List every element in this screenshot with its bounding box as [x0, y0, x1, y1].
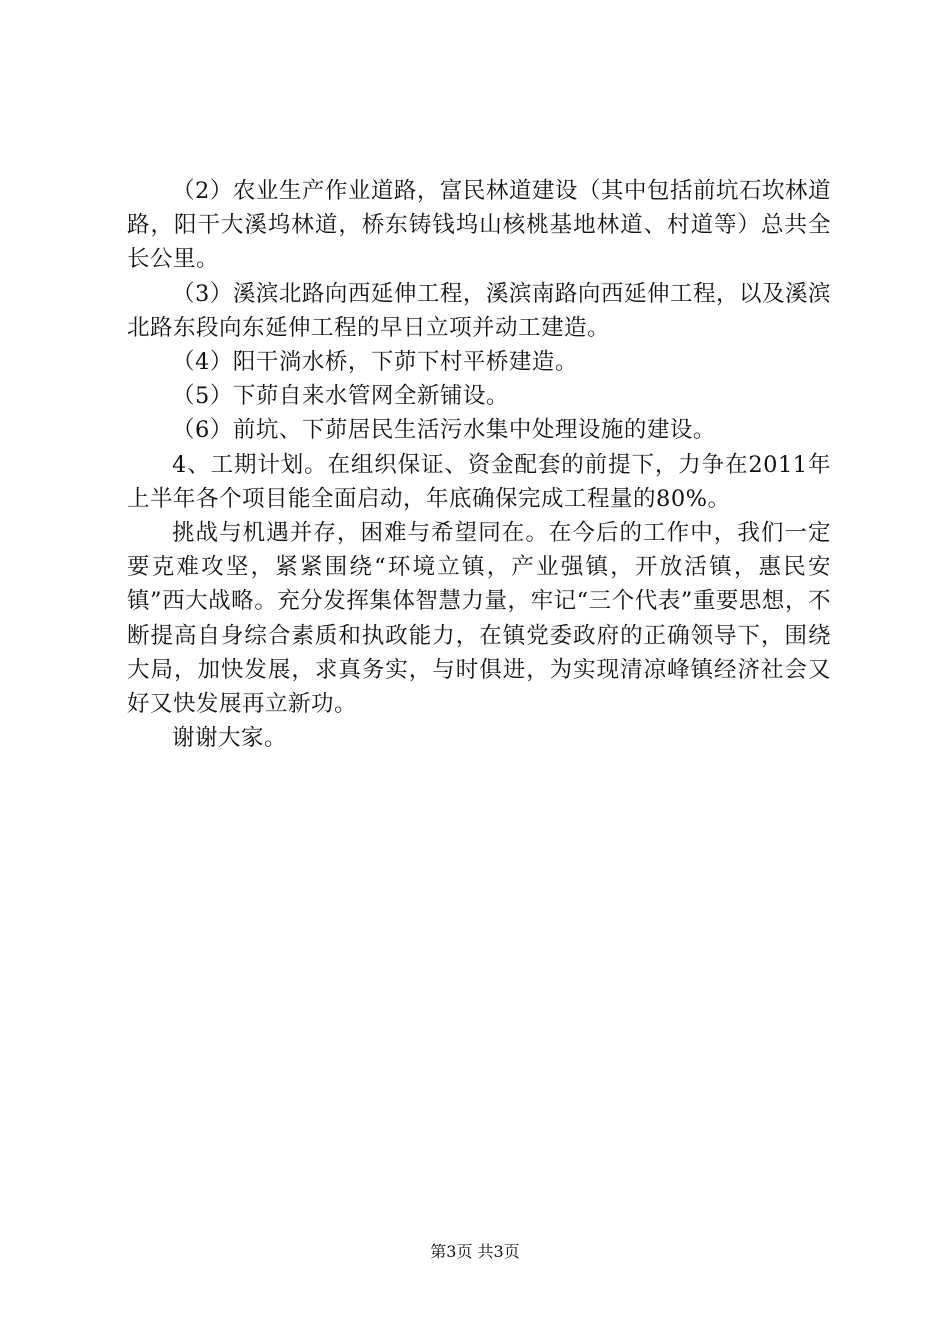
- paragraph-item-6-sewage: （6）前坑、下茆居民生活污水集中处理设施的建设。: [172, 417, 716, 444]
- paragraph-item-3-road-extension: （3）溪滨北路向西延伸工程，溪滨南路向西延伸工程，以及溪滨北路东段向东延伸工程的早日立项并动工建造。: [127, 280, 831, 341]
- paragraph-item-4-bridges: （4）阳干淌水桥，下茆下村平桥建造。: [172, 349, 578, 376]
- paragraph-item-5-water-pipes: （5）下茆自来水管网全新铺设。: [172, 383, 509, 410]
- paragraph-conclusion: 挑战与机遇并存，困难与希望同在。在今后的工作中，我们一定要克难攻坚，紧紧围绕“环境立镇，产业强镇，开放活镇，惠民安镇”西大战略。充分发挥集体智慧力量，牢记“三个代表”重要思想，不断提高自身综合素质和执政能力，在镇党委政府的正确领导下，围绕大局，加快发展，求真务实，与时俱进，为实现清凉峰镇经济社会又好又快发展再立新功。: [127, 520, 831, 718]
- document-body: [127, 174, 831, 755]
- paragraph-item-2-farm-roads: （2）农业生产作业道路，富民林道建设（其中包括前坑石坎林道路，阳干大溪坞林道，桥东铸钱坞山核桃基地林道、村道等）总共全长公里。: [127, 178, 831, 273]
- paragraph-thanks: 谢谢大家。: [172, 725, 288, 752]
- paragraph-schedule: 4、工期计划。在组织保证、资金配套的前提下，力争在2011年上半年各个项目能全面启动，年底确保完成工程量的80%。: [127, 451, 831, 512]
- page-footer: 第3页 共3页: [430, 1242, 520, 1261]
